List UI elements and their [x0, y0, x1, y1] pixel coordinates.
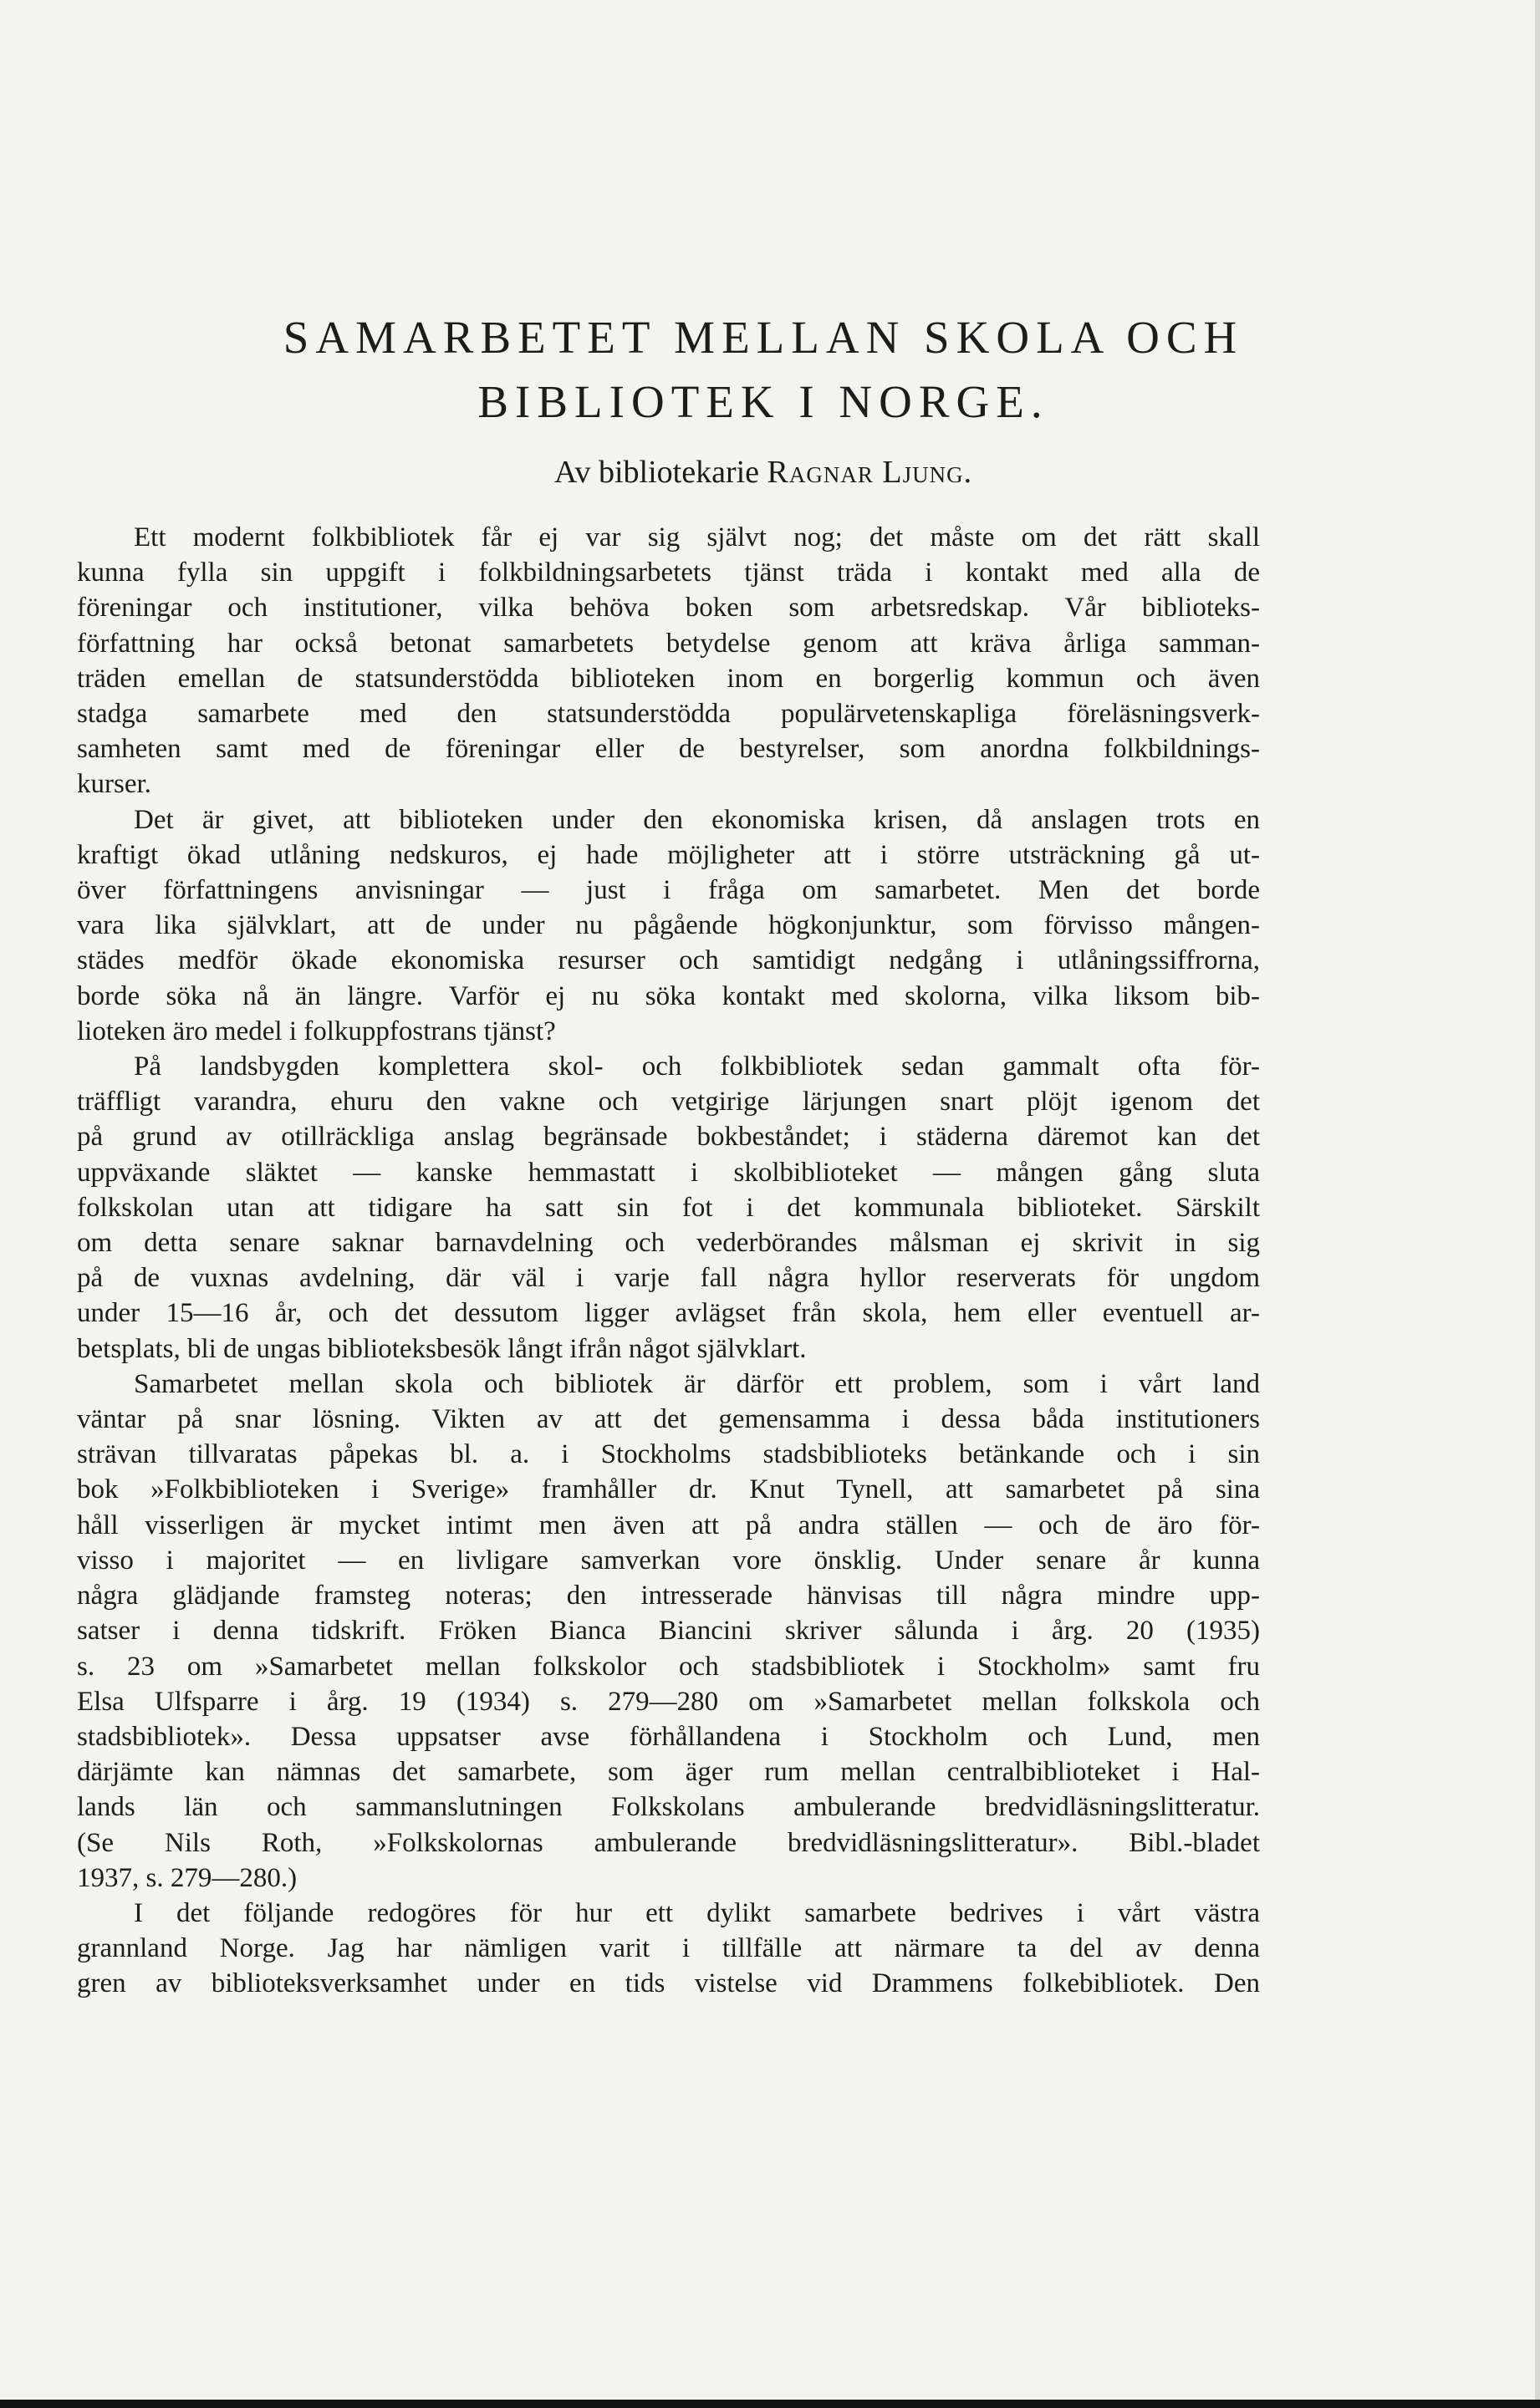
text-line: om detta senare saknar barnavdelning och vederbörandes målsman ej skrivit in sig — [77, 1228, 1260, 1259]
text-line: Samarbetet mellan skola och bibliotek är därför ett problem, som i vårt land — [134, 1368, 1260, 1399]
text-line: 1937, s. 279—280.) — [77, 1862, 298, 1893]
text-line: samheten samt med de föreningar eller de bestyrelser, som anordna folkbildnings- — [77, 734, 1260, 765]
text-line: satser i denna tidskrift. Fröken Bianca Biancini skriver sålunda i årg. 20 (1935) — [77, 1616, 1260, 1647]
text-line: träden emellan de statsunderstödda biblioteken inom en borgerlig kommun och även — [77, 663, 1260, 694]
text-line: under 15—16 år, och det dessutom ligger avlägset från skola, hem eller eventuell ar- — [77, 1298, 1260, 1329]
text-line: På landsbygden komplettera skol- och folkbibliotek sedan gammalt ofta för- — [134, 1051, 1260, 1082]
text-line: I det följande redogöres för hur ett dylikt samarbete bedrives i vårt västra — [134, 1897, 1260, 1928]
text-line: vara lika självklart, att de under nu pågående högkonjunktur, som förvisso mången- — [77, 910, 1260, 941]
text-line: gren av biblioteksverksamhet under en tids vistelse vid Drammens folkebibliotek. Den — [77, 1968, 1260, 1999]
text-line: borde söka nå än längre. Varför ej nu söka kontakt med skolorna, vilka liksom bib- — [77, 980, 1260, 1011]
author-name: Ragnar Ljung. — [767, 455, 973, 490]
text-line: visso i majoritet — en livligare samverkan vore önsklig. Under senare år kunna — [77, 1545, 1260, 1576]
text-line: över författningens anvisningar — just i fråga om samarbetet. Men det borde — [77, 875, 1260, 906]
text-line: föreningar och institutioner, vilka behöva boken som arbetsredskap. Vår biblioteks- — [77, 593, 1260, 624]
article-body — [77, 520, 1260, 2002]
text-line: Ett modernt folkbibliotek får ej var sig självt nog; det måste om det rätt skall — [134, 522, 1260, 552]
paragraph — [77, 802, 1260, 1049]
text-line: på grund av otillräckliga anslag begränsade bokbeståndet; i städerna däremot kan det — [77, 1122, 1260, 1153]
scan-border — [0, 2400, 1540, 2408]
text-line: uppväxande släktet — kanske hemmastatt i skolbiblioteket — mången gång sluta — [77, 1157, 1260, 1188]
text-line: kraftigt ökad utlåning nedskuros, ej hade möjligheter att i större utsträckning gå ut- — [77, 839, 1260, 870]
article-title-line-2: BIBLIOTEK I NORGE. — [477, 376, 1049, 427]
text-line: lioteken äro medel i folkuppfostrans tjänst? — [77, 1016, 556, 1046]
text-line: därjämte kan nämnas det samarbete, som äger rum mellan centralbiblioteket i Hal- — [77, 1757, 1260, 1788]
text-line: Det är givet, att biblioteken under den ekonomiska krisen, då anslagen trots en — [134, 804, 1260, 835]
text-line: grannland Norge. Jag har nämligen varit i tillfälle att närmare ta del av denna — [77, 1933, 1260, 1964]
text-line: håll visserligen är mycket intimt men även att på andra ställen — och de äro för- — [77, 1509, 1260, 1540]
text-line: stadsbibliotek». Dessa uppsatser avse förhållandena i Stockholm och Lund, men — [77, 1721, 1260, 1752]
text-line: folkskolan utan att tidigare ha satt sin fot i det kommunala biblioteket. Särskilt — [77, 1192, 1260, 1223]
paragraph — [77, 520, 1260, 802]
text-line: träffligt varandra, ehuru den vakne och vetgirige lärjungen snart plöjt igenom det — [77, 1087, 1260, 1117]
text-line: stadga samarbete med den statsunderstödda populärvetenskapliga föreläsningsverk- — [77, 699, 1260, 730]
text-line: strävan tillvaratas påpekas bl. a. i Stockholms stadsbiblioteks betänkande och i sin — [77, 1439, 1260, 1470]
text-line: väntar på snar lösning. Vikten av att det gemensamma i dessa båda institutioners — [77, 1404, 1260, 1435]
text-line: författning har också betonat samarbetets betydelse genom att kräva årliga samman- — [77, 628, 1260, 659]
page-edge-shadow — [1535, 0, 1540, 2408]
article-title-line-1: SAMARBETET MELLAN SKOLA OCH — [283, 312, 1244, 363]
text-line: Elsa Ulfsparre i årg. 19 (1934) s. 279—280 om »Samarbetet mellan folkskola och — [77, 1686, 1260, 1717]
text-line: några glädjande framsteg noteras; den intresserade hänvisas till några mindre upp- — [77, 1581, 1260, 1611]
byline — [77, 456, 1450, 488]
text-line: kurser. — [77, 769, 151, 800]
text-line: på de vuxnas avdelning, där väl i varje fall några hyllor reserverats för ungdom — [77, 1263, 1260, 1294]
paragraph — [77, 1367, 1260, 1896]
text-line: kunna fylla sin uppgift i folkbildningsarbetets tjänst träda i kontakt med alla de — [77, 557, 1260, 588]
byline-prefix: Av bibliotekarie — [553, 455, 760, 490]
text-line: städes medför ökade ekonomiska resurser och samtidigt nedgång i utlåningssiffrorna, — [77, 945, 1260, 976]
text-line: bok »Folkbiblioteken i Sverige» framhåller dr. Knut Tynell, att samarbetet på sina — [77, 1474, 1260, 1505]
paragraph — [77, 1049, 1260, 1367]
text-line: lands län och sammanslutningen Folkskolans ambulerande bredvidläsningslitteratur. — [77, 1792, 1260, 1823]
paragraph — [77, 1896, 1260, 2002]
text-line: betsplats, bli de ungas biblioteksbesök långt ifrån något självklart. — [77, 1333, 807, 1364]
text-line: s. 23 om »Samarbetet mellan folkskolor och stadsbibliotek i Stockholm» samt fru — [77, 1651, 1260, 1682]
text-line: (Se Nils Roth, »Folkskolornas ambulerande bredvidläsningslitteratur». Bibl.-bladet — [77, 1827, 1260, 1858]
